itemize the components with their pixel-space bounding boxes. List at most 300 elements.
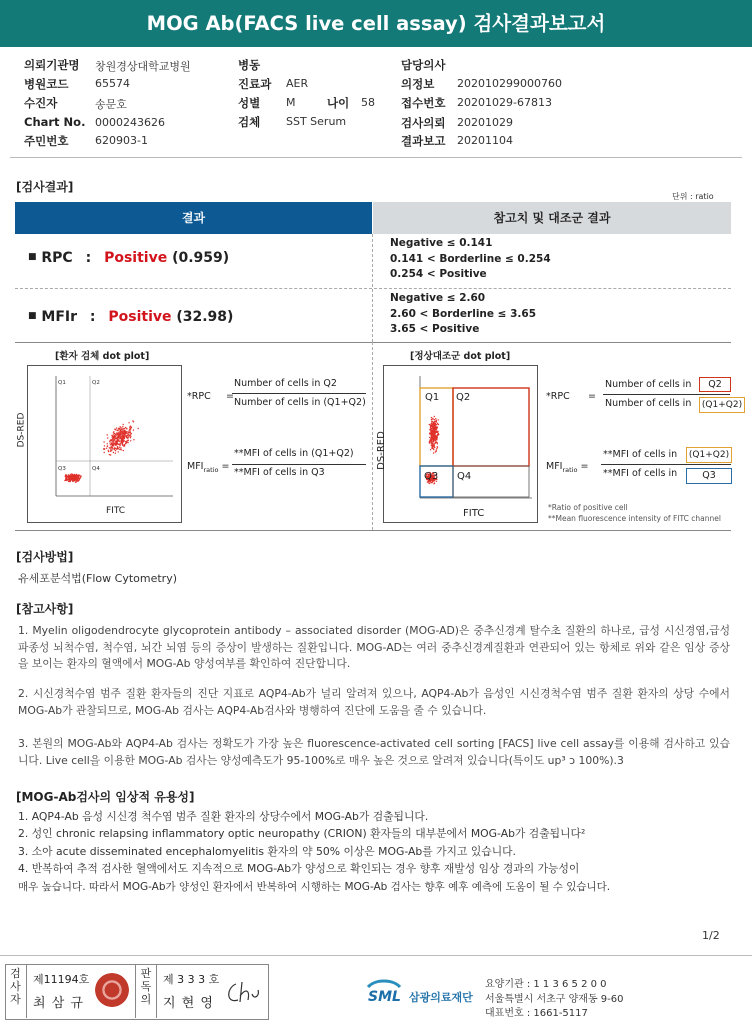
result-name: MFIr <box>41 309 77 325</box>
header-key: 성별 <box>238 96 261 110</box>
fraction-bar <box>232 393 366 394</box>
scatter-dot <box>138 428 139 429</box>
control-y-axis-label: DS-RED <box>375 431 387 470</box>
header-key: 주민번호 <box>24 134 69 148</box>
scatter-dot <box>431 436 432 437</box>
inspector-name: 최 삼 규 <box>33 996 84 1011</box>
scatter-dot <box>78 480 79 481</box>
reference-ranges-rpc <box>390 236 551 283</box>
scatter-dot <box>430 423 431 424</box>
reference-column-header: 참고치 및 대조군 결과 <box>373 202 731 234</box>
scatter-dot <box>436 435 437 436</box>
scatter-dot <box>432 445 433 446</box>
header-value: 20201029-67813 <box>457 96 552 109</box>
scatter-dot <box>119 435 120 436</box>
rpc-formula-label: *RPC <box>187 391 211 402</box>
scatter-dot <box>75 475 76 476</box>
scatter-dot <box>108 451 109 452</box>
age-value: 58 <box>361 96 375 109</box>
scatter-dot <box>429 441 430 442</box>
q3-label: Q3 <box>58 466 66 472</box>
method-section-title: [검사방법] <box>16 550 74 564</box>
scatter-dot <box>112 445 113 446</box>
scatter-dot <box>115 453 116 454</box>
scatter-dot <box>122 426 123 427</box>
scatter-dot <box>435 429 436 430</box>
scatter-dot <box>431 417 432 418</box>
scatter-dot <box>119 438 120 439</box>
control-dot-plot <box>383 365 538 523</box>
scatter-dot <box>124 434 125 435</box>
header-value: AER <box>286 77 309 90</box>
scatter-dot <box>431 441 432 442</box>
scatter-dot <box>128 440 129 441</box>
scatter-dot <box>108 450 109 451</box>
scatter-dot <box>113 432 114 433</box>
header-key: 의정보 <box>401 77 435 91</box>
method-text: 유세포분석법(Flow Cytometry) <box>18 572 178 585</box>
scatter-dot <box>130 436 131 437</box>
scatter-dot <box>72 481 73 482</box>
scatter-dot <box>65 477 66 478</box>
org-code: 요양기관 : 1 1 3 6 5 2 0 0 <box>485 979 607 990</box>
rpc-denominator: Number of cells in <box>605 398 692 409</box>
scatter-dot <box>70 474 71 475</box>
scatter-dot <box>117 437 118 438</box>
reference-ranges-mfir <box>390 291 536 338</box>
scatter-dot <box>119 445 120 446</box>
plot-divider <box>372 342 373 530</box>
scatter-dot <box>127 442 128 443</box>
scatter-dot <box>429 437 430 438</box>
header-key: 검체 <box>238 115 261 129</box>
scatter-dot <box>111 450 112 451</box>
bullet: ■ <box>28 311 37 321</box>
scatter-dot <box>68 476 69 477</box>
utility-item: 2. 성인 chronic relapsing inflammatory optic neuropathy (CRION) 환자들의 대부분에서 MOG-Ab가 검출됩니다² <box>18 827 586 840</box>
scatter-dot <box>133 439 134 440</box>
scatter-dot <box>121 442 122 443</box>
results-section-title: [검사결과] <box>16 180 74 194</box>
scatter-dot <box>121 429 122 430</box>
reference-section-title: [참고사항] <box>16 602 74 616</box>
scatter-dot <box>436 448 437 449</box>
header-value: 0000243626 <box>95 116 165 129</box>
scatter-dot <box>431 419 432 420</box>
reference-line: 2.60 < Borderline ≤ 3.65 <box>390 307 537 320</box>
scatter-dot <box>119 431 120 432</box>
scatter-dot <box>437 434 438 435</box>
scatter-dot <box>120 437 121 438</box>
result-colon: : <box>89 309 96 325</box>
scatter-dot <box>120 426 121 427</box>
rpc-formula-equals: = <box>588 391 596 402</box>
scatter-dot <box>113 439 114 440</box>
scatter-dot <box>107 443 108 444</box>
q2-box: Q2 <box>699 377 731 392</box>
inspector-license: 제11194호 <box>33 973 90 986</box>
scatter-dot <box>131 433 132 434</box>
plot-bottom-line <box>15 530 731 531</box>
scatter-dot <box>434 425 435 426</box>
scatter-dot <box>76 481 77 482</box>
sml-logo <box>365 977 403 1011</box>
header-value: 송문호 <box>95 98 127 111</box>
table-row-divider <box>15 288 731 289</box>
header-key: 담당의사 <box>401 58 446 72</box>
scatter-dot <box>116 433 117 434</box>
scatter-dot <box>436 438 437 439</box>
scatter-dot <box>77 476 78 477</box>
scatter-dot <box>430 425 431 426</box>
scatter-dot <box>435 431 436 432</box>
scatter-dot <box>431 482 432 483</box>
scatter-dot <box>69 475 70 476</box>
scatter-dot <box>434 416 435 417</box>
scatter-dot <box>79 475 80 476</box>
scatter-dot <box>115 442 116 443</box>
q2-label: Q2 <box>456 392 471 403</box>
mfi-formula-label: $MFI_{ratio}$ = <box>546 461 589 474</box>
scatter-dot <box>120 447 121 448</box>
scatter-dot <box>118 440 119 441</box>
scatter-dot <box>75 479 76 480</box>
inspector-seal <box>95 973 129 1007</box>
result-row-rpc <box>28 250 229 266</box>
logo-text: SML <box>368 989 401 1005</box>
rpc-formula-label: *RPC <box>546 391 570 402</box>
scatter-dot <box>68 474 69 475</box>
scatter-dot <box>433 452 434 453</box>
scatter-dot <box>122 438 123 439</box>
result-column-header: 결과 <box>15 202 372 234</box>
scatter-dot <box>435 442 436 443</box>
scatter-dot <box>432 418 433 419</box>
scatter-dot <box>434 421 435 422</box>
control-plot-title: [정상대조군 dot plot] <box>410 351 511 362</box>
scatter-dot <box>107 434 108 435</box>
scatter-dot <box>128 434 129 435</box>
reference-paragraph-1: 1. Myelin oligodendrocyte glycoprotein antibody – associated disorder (MOG-AD)은 중추신경계 탈수초 질환의 하나로, 급성 시신경염,급성파종성 뇌척수염, 척수염, 뇌간 뇌염 등의 증상이 발생하는 질환입니다. MOG-AD는 여러 중추신경계질환과 연관되어 있는 항체로 위와 같은 임상 증상을 보이는 환자의 혈액에서 MOG-Ab 양성여부를 확인하여 진단합니다. <box>18 624 730 670</box>
scatter-dot <box>429 483 430 484</box>
scatter-dot <box>435 428 436 429</box>
scatter-dot <box>126 428 127 429</box>
scatter-dot <box>434 482 435 483</box>
scatter-dot <box>129 432 130 433</box>
scatter-dot <box>131 427 132 428</box>
scatter-dot <box>104 452 105 453</box>
scatter-dot <box>127 433 128 434</box>
header-key: 결과보고 <box>401 134 446 148</box>
scatter-dot <box>116 427 117 428</box>
q3-label: Q3 <box>424 471 439 482</box>
scatter-dot <box>431 422 432 423</box>
reviewer-label: 판독의 <box>135 964 157 1018</box>
scatter-dot <box>116 444 117 445</box>
scatter-dot <box>104 445 105 446</box>
scatter-dot <box>69 478 70 479</box>
scatter-dot <box>114 447 115 448</box>
scatter-dot <box>121 431 122 432</box>
control-dot-plot-svg <box>384 366 537 522</box>
scatter-dot <box>432 431 433 432</box>
scatter-dot <box>430 426 431 427</box>
reference-line: 0.254 < Positive <box>390 268 487 280</box>
header-key: 접수번호 <box>401 96 446 110</box>
scatter-dot <box>111 449 112 450</box>
scatter-dot <box>110 449 111 450</box>
scatter-dot <box>433 446 434 447</box>
header-value: 202010299000760 <box>457 77 562 90</box>
inspector-label: 검사자 <box>5 964 27 1018</box>
scatter-dot <box>75 477 76 478</box>
mfi-denominator: **MFI of cells in Q3 <box>234 467 325 478</box>
fraction-bar <box>232 464 366 465</box>
q4-label: Q4 <box>92 466 100 472</box>
result-colon: : <box>85 250 92 266</box>
header-value: M <box>286 96 296 109</box>
scatter-dot <box>113 448 114 449</box>
scatter-dot <box>130 440 131 441</box>
q1-q2-box: (Q1+Q2) <box>686 447 732 463</box>
scatter-dot <box>434 447 435 448</box>
header-key: 검사의뢰 <box>401 116 446 130</box>
reference-line: Negative ≤ 0.141 <box>390 237 493 249</box>
q2-label: Q2 <box>92 380 100 386</box>
q1-label: Q1 <box>425 392 440 403</box>
patient-plot-title: [환자 검체 dot plot] <box>55 351 150 362</box>
scatter-dot <box>109 442 110 443</box>
scatter-dot <box>114 437 115 438</box>
scatter-dot <box>437 442 438 443</box>
scatter-dot <box>118 432 119 433</box>
patient-x-axis-label: FITC <box>106 506 126 516</box>
scatter-dot <box>436 421 437 422</box>
scatter-dot <box>432 432 433 433</box>
scatter-dot <box>125 441 126 442</box>
scatter-dot <box>118 434 119 435</box>
scatter-dot <box>122 439 123 440</box>
scatter-dot <box>432 448 433 449</box>
age-label: 나이 <box>327 96 350 110</box>
scatter-dot <box>433 440 434 441</box>
scatter-dot <box>125 432 126 433</box>
header-key: 의뢰기관명 <box>24 58 80 72</box>
footer-divider <box>0 955 752 956</box>
mfi-numerator: **MFI of cells in (Q1+Q2) <box>234 448 354 459</box>
scatter-dot <box>436 426 437 427</box>
scatter-dot <box>116 441 117 442</box>
header-key: 병원코드 <box>24 77 69 91</box>
scatter-dot <box>65 476 66 477</box>
scatter-dot <box>113 443 114 444</box>
scatter-dot <box>429 433 430 434</box>
patient-y-axis-label: DS-RED <box>16 412 27 448</box>
header-value: SST Serum <box>286 115 347 128</box>
phone: 대표번호 : 1661-5117 <box>485 1008 588 1019</box>
q3-box: Q3 <box>686 468 732 484</box>
reference-paragraph-3: 3. 본원의 MOG-Ab와 AQP4-Ab 검사는 정확도가 가장 높은 fluorescence-activated cell sorting [FACS] live cell assay를 이용해 검사하고 있습니다. Live cell을 이용한 MOG-Ab 검사는 양성예측도가 95-100%로 매우 높은 것으로 알려져 있습니다(특이도 up³ ɔ 100%).3 <box>18 737 730 767</box>
control-x-axis-label: FITC <box>463 508 485 519</box>
scatter-dot <box>118 428 119 429</box>
rpc-numerator: Number of cells in <box>605 379 692 390</box>
scatter-dot <box>119 441 120 442</box>
reference-line: 3.65 < Positive <box>390 323 480 335</box>
scatter-dot <box>435 451 436 452</box>
utility-section-title: [MOG-Ab검사의 임상적 유용성] <box>16 790 195 804</box>
report-title: MOG Ab(FACS live cell assay) 검사결과보고서 <box>0 0 752 47</box>
scatter-dot <box>438 424 439 425</box>
foundation-name: 삼광의료재단 <box>409 991 473 1004</box>
utility-item: 4. 반복하여 추적 검사한 혈액에서도 지속적으로 MOG-Ab가 양성으로 확인되는 경우 향후 재발성 임상 경과의 가능성이 <box>18 862 580 875</box>
address: 서울특별시 서초구 양재동 9-60 <box>485 994 624 1005</box>
utility-item: 매우 높습니다. 따라서 MOG-Ab가 양성인 환자에서 반복하여 시행하는 MOG-Ab 검사는 향후 예후 예측에 도움이 될 수 있습니다. <box>18 881 611 893</box>
scatter-dot <box>126 441 127 442</box>
scatter-dot <box>120 432 121 433</box>
reference-line: 0.141 < Borderline ≤ 0.254 <box>390 252 551 265</box>
mfi-denominator: **MFI of cells in <box>603 468 678 479</box>
utility-item: 3. 소아 acute disseminated encephalomyelitis 환자의 약 50% 이상은 MOG-Ab를 가지고 있습니다. <box>18 845 516 858</box>
scatter-dot <box>113 440 114 441</box>
scatter-dot <box>117 430 118 431</box>
footnote-mfi: **Mean fluorescence intensity of FITC channel <box>548 514 721 523</box>
scatter-dot <box>123 424 124 425</box>
scatter-dot <box>120 449 121 450</box>
scatter-dot <box>123 450 124 451</box>
scatter-dot <box>123 428 124 429</box>
reviewer-license: 제 3 3 3 호 <box>163 973 220 986</box>
scatter-dot <box>122 435 123 436</box>
header-divider <box>10 157 742 158</box>
scatter-dot <box>114 429 115 430</box>
scatter-dot <box>119 447 120 448</box>
scatter-dot <box>437 431 438 432</box>
scatter-dot <box>436 439 437 440</box>
scatter-dot <box>109 447 110 448</box>
scatter-dot <box>129 435 130 436</box>
scatter-dot <box>121 427 122 428</box>
scatter-dot <box>431 442 432 443</box>
scatter-dot <box>435 418 436 419</box>
scatter-dot <box>122 445 123 446</box>
scatter-dot <box>429 424 430 425</box>
scatter-dot <box>103 441 104 442</box>
scatter-dot <box>124 440 125 441</box>
scatter-dot <box>434 419 435 420</box>
scatter-dot <box>71 476 72 477</box>
result-value: (32.98) <box>176 309 234 325</box>
scatter-dot <box>434 436 435 437</box>
scatter-dot <box>107 446 108 447</box>
scatter-dot <box>113 436 114 437</box>
scatter-dot <box>124 436 125 437</box>
scatter-dot <box>118 451 119 452</box>
scatter-dot <box>433 449 434 450</box>
scatter-dot <box>433 429 434 430</box>
scatter-dot <box>115 450 116 451</box>
scatter-dot <box>433 423 434 424</box>
reference-paragraph-2: 2. 시신경척수염 범주 질환 환자들의 진단 지표로 AQP4-Ab가 널리 알려져 있으나, AQP4-Ab가 음성인 시신경척수염 범주 질환 환자의 상당 수에서 MOG-Ab가 관찰되므로, MOG-Ab 검사는 AQP4-Ab검사와 병행하여 진단에 도움을 줄 수 있습니다. <box>18 687 730 717</box>
reference-line: Negative ≤ 2.60 <box>390 292 486 304</box>
scatter-dot <box>430 449 431 450</box>
result-status: Positive <box>104 250 168 266</box>
result-name: RPC <box>41 250 73 266</box>
scatter-dot <box>111 435 112 436</box>
reviewer-name: 지 현 영 <box>163 996 214 1011</box>
scatter-dot <box>128 436 129 437</box>
scatter-dot <box>113 441 114 442</box>
scatter-dot <box>115 434 116 435</box>
scatter-dot <box>65 479 66 480</box>
rpc-formula-equals: = <box>226 391 234 402</box>
rpc-numerator: Number of cells in Q2 <box>234 378 337 389</box>
scatter-dot <box>437 446 438 447</box>
scatter-dot <box>128 430 129 431</box>
scatter-dot <box>76 474 77 475</box>
header-value: 65574 <box>95 77 130 90</box>
utility-item: 1. AQP4-Ab 음성 시신경 척수염 범주 질환 환자의 상당수에서 MOG-Ab가 검출됩니다. <box>18 810 429 823</box>
rpc-denominator: Number of cells in (Q1+Q2) <box>234 397 366 408</box>
table-bottom-line <box>15 342 731 343</box>
scatter-dot <box>69 477 70 478</box>
scatter-dot <box>110 446 111 447</box>
scatter-dot <box>431 425 432 426</box>
header-value: 창원경상대학교병원 <box>95 60 191 73</box>
scatter-dot <box>117 439 118 440</box>
scatter-dot <box>110 439 111 440</box>
scatter-dot <box>433 439 434 440</box>
scatter-dot <box>124 432 125 433</box>
header-key: Chart No. <box>24 115 86 129</box>
scatter-dot <box>130 428 131 429</box>
scatter-dot <box>65 474 66 475</box>
page-number: 1/2 <box>702 929 720 942</box>
scatter-dot <box>68 481 69 482</box>
scatter-dot <box>112 447 113 448</box>
scatter-dot <box>107 437 108 438</box>
scatter-dot <box>126 435 127 436</box>
scatter-dot <box>130 426 131 427</box>
header-key: 수진자 <box>24 96 58 110</box>
scatter-dot <box>68 479 69 480</box>
q4-label: Q4 <box>457 471 472 482</box>
unit-label: 단위 : ratio <box>672 192 714 201</box>
scatter-dot <box>126 436 127 437</box>
scatter-dot <box>79 478 80 479</box>
scatter-dot <box>109 454 110 455</box>
scatter-dot <box>115 436 116 437</box>
scatter-dot <box>73 477 74 478</box>
reviewer-signature <box>224 978 264 1008</box>
q1-q2-box: (Q1+Q2) <box>699 397 745 413</box>
header-key: 진료과 <box>238 77 272 91</box>
scatter-dot <box>72 475 73 476</box>
scatter-dot <box>133 421 134 422</box>
scatter-dot <box>129 430 130 431</box>
footnote-rpc: *Ratio of positive cell <box>548 503 628 512</box>
header-value: 20201104 <box>457 134 513 147</box>
scatter-dot <box>438 419 439 420</box>
scatter-dot <box>117 448 118 449</box>
scatter-dot <box>124 445 125 446</box>
scatter-dot <box>110 454 111 455</box>
fraction-bar <box>601 464 731 465</box>
scatter-dot <box>433 444 434 445</box>
scatter-dot <box>432 434 433 435</box>
scatter-dot <box>133 429 134 430</box>
patient-dot-plot <box>27 365 182 523</box>
scatter-dot <box>436 450 437 451</box>
